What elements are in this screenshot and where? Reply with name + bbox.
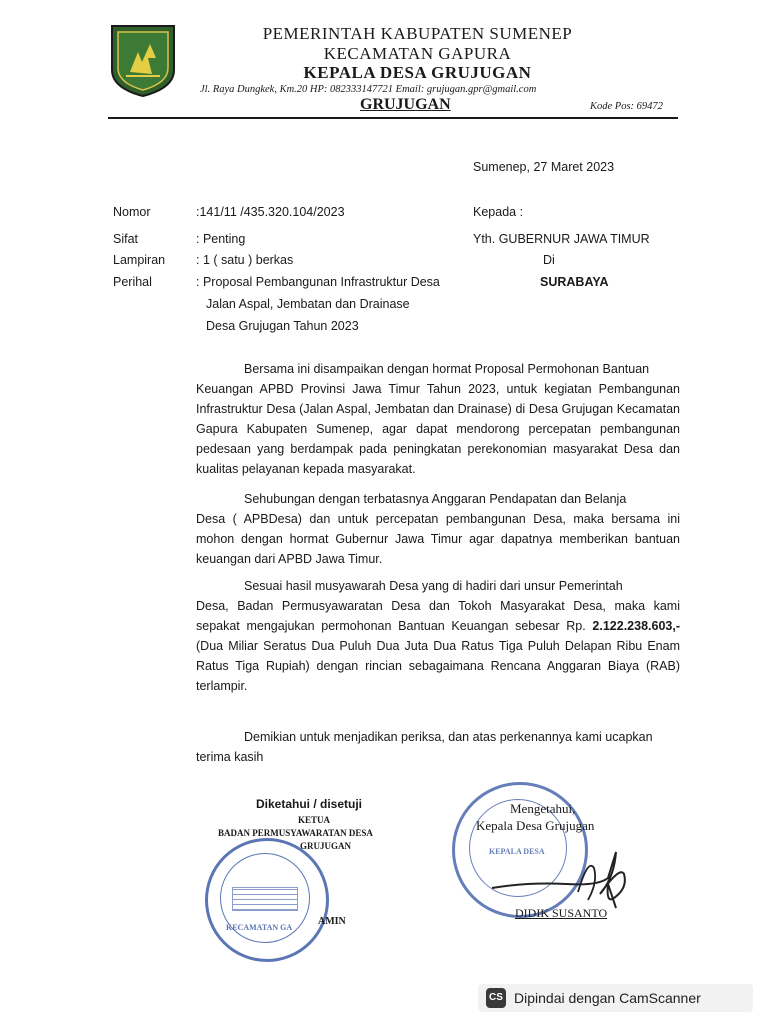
- camscanner-badge-icon: CS: [486, 988, 506, 1008]
- meta-value-perihal: : Proposal Pembangunan Infrastruktur Desa: [196, 275, 440, 289]
- body-paragraph-3: [196, 576, 680, 696]
- body-paragraph-4: [196, 727, 680, 767]
- left-signature-heading: Diketahui / disetuji: [256, 797, 363, 811]
- p4-rest: terima kasih: [196, 750, 264, 764]
- recipient-di: Di: [543, 253, 555, 267]
- left-signature-name: AMIN: [318, 916, 346, 927]
- meta-value-sifat: : Penting: [196, 232, 246, 246]
- right-signature-name: DIDIK SUSANTO: [515, 906, 608, 920]
- p2-first-line: Sehubungan dengan terbatasnya Anggaran Pendapatan dan Belanja: [244, 492, 627, 506]
- p4-first-line: Demikian untuk menjadikan periksa, dan atas perkenannya kami ucapkan: [244, 730, 653, 744]
- recipient-city: SURABAYA: [540, 275, 609, 289]
- p3-rest-a: Desa, Badan Permusyawaratan Desa dan Tokoh Masyarakat Desa, maka kami sepakat mengajukan permohonan Bantuan Keuangan sebesar Rp.: [196, 599, 680, 633]
- meta-value-nomor: :141/11 /435.320.104/2023: [196, 205, 345, 219]
- camscanner-text: Dipindai dengan CamScanner: [514, 990, 701, 1006]
- letter-date: Sumenep, 27 Maret 2023: [473, 160, 615, 174]
- meta-label-sifat: Sifat: [113, 232, 139, 246]
- body-paragraph-1: [196, 359, 680, 479]
- meta-label-perihal: Perihal: [113, 275, 152, 289]
- letterhead-postal: Kode Pos: 69472: [590, 101, 663, 112]
- p3-amount: 2.122.238.603,-: [592, 619, 680, 633]
- p3-first-line: Sesuai hasil musyawarah Desa yang di hadiri dari unsur Pemerintah: [244, 579, 623, 593]
- body-paragraph-2: [196, 489, 680, 569]
- left-signature-role-2: BADAN PERMUSYAWARATAN DESA: [218, 828, 373, 838]
- left-signature-role-1: KETUA: [298, 815, 331, 825]
- left-stamp-text: KECAMATAN GA: [226, 923, 293, 932]
- letterhead-line-1: PEMERINTAH KABUPATEN SUMENEP: [262, 24, 573, 43]
- recipient-yth: Yth. GUBERNUR JAWA TIMUR: [473, 232, 650, 246]
- letterhead-line-3: KEPALA DESA GRUJUGAN: [303, 63, 532, 82]
- p2-rest: Desa ( APBDesa) dan untuk percepatan pembangunan Desa, maka bersama ini mohon dengan hormat Gubernur Jawa Timur agar dapatnya memberikan bantuan keuangan dari APBD Jawa Timur.: [196, 512, 680, 566]
- right-stamp-text: KEPALA DESA: [489, 847, 545, 856]
- p1-first-line: Bersama ini disampaikan dengan hormat Proposal Permohonan Bantuan: [244, 362, 650, 376]
- letterhead-village: GRUJUGAN: [360, 96, 451, 113]
- meta-value-lampiran: : 1 ( satu ) berkas: [196, 253, 294, 267]
- letterhead-address: Jl. Raya Dungkek, Km.20 HP: 082333147721 Email: grujugan.gpr@gmail.com: [200, 84, 537, 95]
- p3-rest-b: (Dua Miliar Seratus Dua Puluh Dua Juta Dua Ratus Tiga Puluh Delapan Ribu Enam Ratus Tiga Rupiah) dengan rincian sebagaimana Rencana Anggaran Biaya (RAB) terlampir.: [196, 639, 680, 693]
- perihal-continuation-2: Desa Grujugan Tahun 2023: [206, 319, 359, 333]
- p1-rest: Keuangan APBD Provinsi Jawa Timur Tahun 2023, untuk kegiatan Pembangunan Infrastruktur Desa (Jalan Aspal, Jembatan dan Drainase) di Desa Grujugan Kecamatan Gapura Kabupaten Sumenep, agar dapat mendorong percepatan pembangunan pedesaan yang berdampak pada peningkatan perekonomian masyarakat Desa dan kualitas pelayanan kepada masyarakat.: [196, 382, 680, 476]
- recipient-kepada: Kepada :: [473, 205, 524, 219]
- letterhead-line-2: KECAMATAN GAPURA: [323, 44, 512, 63]
- meta-label-nomor: Nomor: [113, 205, 151, 219]
- right-signature-role: Kepala Desa Grujugan: [476, 818, 595, 833]
- right-signature-heading: Mengetahui,: [510, 801, 576, 816]
- regency-logo: [108, 22, 178, 98]
- perihal-continuation-1: Jalan Aspal, Jembatan dan Drainase: [206, 297, 410, 311]
- left-stamp: [205, 838, 329, 962]
- letterhead-divider: [108, 117, 678, 119]
- left-signature-role-3: GRUJUGAN: [300, 841, 351, 851]
- meta-label-lampiran: Lampiran: [113, 253, 166, 267]
- camscanner-watermark: [478, 984, 753, 1012]
